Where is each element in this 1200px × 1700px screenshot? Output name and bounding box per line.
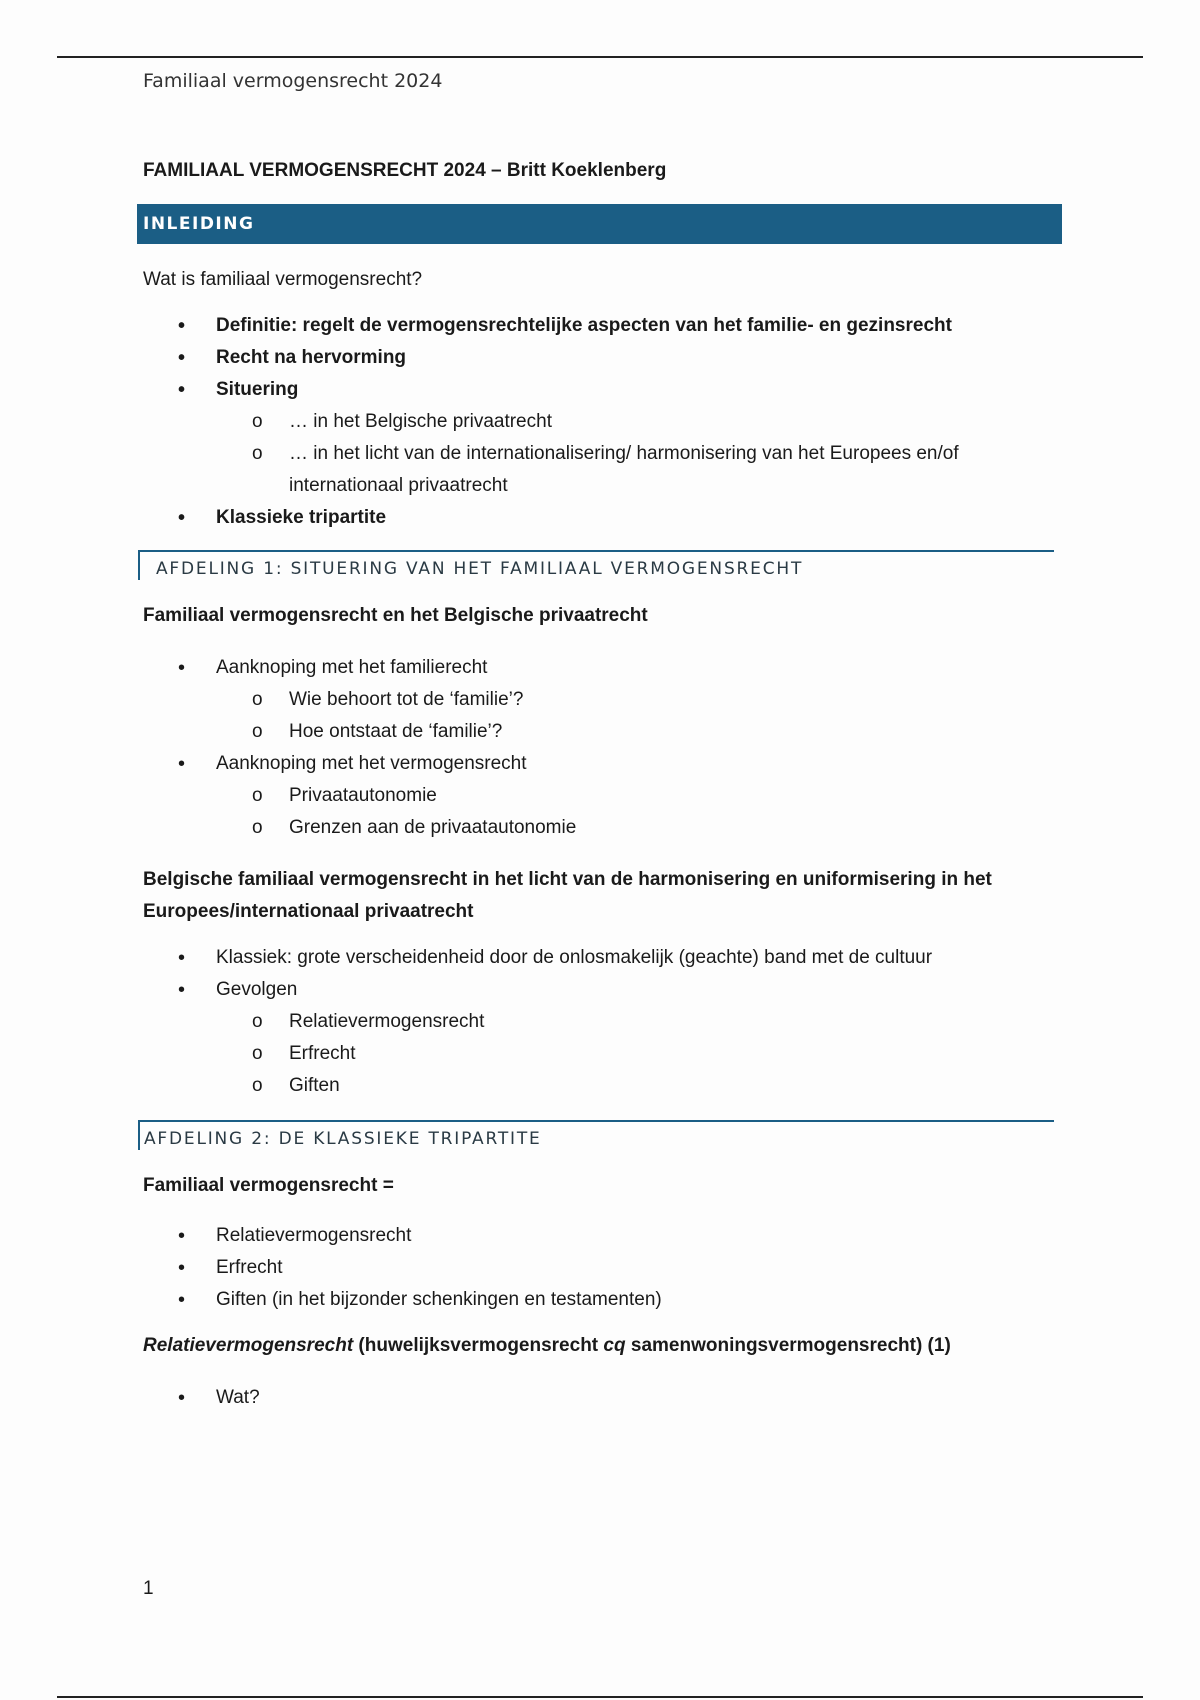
subheading: Belgische familiaal vermogensrecht in het licht van de harmonisering en uniformisering in het Europees/internationaal privaatrecht <box>143 869 992 922</box>
list-item: • Wat? <box>143 1382 1063 1414</box>
list-item: • Klassiek: grote verscheidenheid door de onlosmakelijk (geachte) band met de cultuur <box>143 942 1063 974</box>
intro-question: Wat is familiaal vermogensrecht? <box>143 269 423 290</box>
list-item: • Relatievermogensrecht <box>143 1220 1063 1252</box>
afdeling2-list-1 <box>143 1220 1063 1316</box>
subheading-part: samenwoningsvermogensrecht) (1) <box>625 1335 951 1356</box>
list-item: • Gevolgen <box>143 974 1063 1006</box>
intro-list <box>143 310 1063 534</box>
document-title: FAMILIAAL VERMOGENSRECHT 2024 – Britt Koeklenberg <box>143 160 667 181</box>
list-item: • Giften (in het bijzonder schenkingen en testamenten) <box>143 1284 1063 1316</box>
page-number: 1 <box>143 1578 154 1599</box>
list-item: • Definitie: regelt de vermogensrechtelijke aspecten van het familie- en gezinsrecht <box>143 310 1063 342</box>
header-rule <box>57 56 1143 58</box>
footer-rule <box>57 1696 1143 1698</box>
list-item: o … in het Belgische privaatrecht <box>143 406 1063 438</box>
subheading <box>143 1330 1063 1362</box>
afdeling1-list-2 <box>143 942 1063 1102</box>
list-item: o Erfrecht <box>143 1038 1063 1070</box>
list-item: • Klassieke tripartite <box>143 502 1063 534</box>
subheading-italic-cq: cq <box>603 1335 626 1356</box>
list-item: o Hoe ontstaat de ‘familie’? <box>143 716 1063 748</box>
subheading-italic: Relatievermogensrecht <box>143 1335 354 1356</box>
heading-afdeling-1: AFDELING 1: SITUERING VAN HET FAMILIAAL VERMOGENSRECHT <box>138 550 1054 580</box>
list-item: • Erfrecht <box>143 1252 1063 1284</box>
list-item: o Relatievermogensrecht <box>143 1006 1063 1038</box>
list-item: • Recht na hervorming <box>143 342 1063 374</box>
heading-inleiding: INLEIDING <box>137 204 1062 244</box>
list-item: o Privaatautonomie <box>143 780 1063 812</box>
list-item: o Giften <box>143 1070 1063 1102</box>
list-item: o … in het licht van de internationalisering/ harmonisering van het Europees en/of internationaal privaatrecht <box>143 438 1063 502</box>
document-body <box>143 160 1063 1414</box>
subheading-part: (huwelijksvermogensrecht <box>353 1335 604 1356</box>
list-item: • Aanknoping met het vermogensrecht <box>143 748 1063 780</box>
list-item: • Aanknoping met het familierecht <box>143 652 1063 684</box>
subheading: Familiaal vermogensrecht en het Belgische privaatrecht <box>143 605 648 626</box>
heading-afdeling-2: AFDELING 2: DE KLASSIEKE TRIPARTITE <box>138 1120 1054 1150</box>
subheading: Familiaal vermogensrecht = <box>143 1175 394 1196</box>
list-item: • Situering <box>143 374 1063 406</box>
afdeling2-list-2 <box>143 1382 1063 1414</box>
page-header: Familiaal vermogensrecht 2024 <box>143 70 443 92</box>
list-item: o Grenzen aan de privaatautonomie <box>143 812 1063 844</box>
afdeling1-list-1 <box>143 652 1063 844</box>
list-item: o Wie behoort tot de ‘familie’? <box>143 684 1063 716</box>
